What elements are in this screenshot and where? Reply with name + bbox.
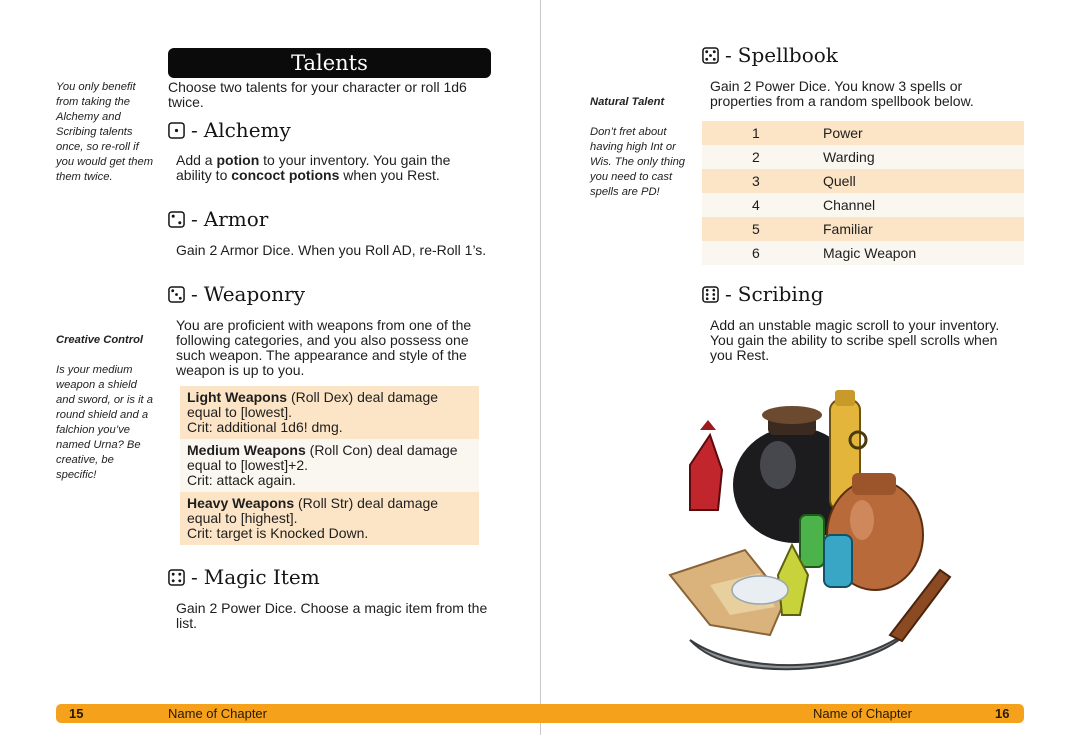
heading-dash: - xyxy=(725,282,732,306)
spellbook-name: Quell xyxy=(823,173,856,189)
sidebar-note-title: Creative Control xyxy=(56,334,144,346)
die-six-icon xyxy=(702,286,719,303)
spellbook-roll: 1 xyxy=(752,125,760,141)
page-gutter xyxy=(540,0,541,735)
sidebar-note-body: Don’t fret about having high Int or Wis. The only thing you need to cast spells are PD! xyxy=(590,126,686,198)
alchemy-text-part: when you Rest. xyxy=(339,167,440,183)
weaponry-title: Weaponry xyxy=(203,282,306,306)
spellbook-name: Magic Weapon xyxy=(823,245,917,261)
spellbook-table xyxy=(702,121,1024,265)
heading-dash: - xyxy=(191,282,198,306)
sidebar-note-body: Is your medium weapon a shield and sword, or is it a round shield and a falchion you’ve named Urna? Be creative, be specific! xyxy=(56,364,154,481)
weapon-row-heavy xyxy=(180,492,479,545)
spellbook-roll: 5 xyxy=(752,221,760,237)
spellbook-row xyxy=(702,217,1024,241)
armor-heading xyxy=(168,207,268,231)
sidebar-note-reroll: You only benefit from taking the Alchemy and Scribing talents once, so re-roll if you would get them them twice. xyxy=(56,81,154,183)
heading-dash: - xyxy=(191,565,198,589)
heading-dash: - xyxy=(191,118,198,142)
potions-illustration xyxy=(650,385,960,685)
weapon-desc: (Roll Con) deal damage equal to [lowest]+2. xyxy=(187,442,458,473)
alchemy-text-part: Add a xyxy=(176,152,217,168)
weapon-row-medium xyxy=(180,439,479,492)
alchemy-text xyxy=(176,153,486,183)
page-number-right: 16 xyxy=(995,706,1010,721)
alchemy-text-part: to your inventory. You gain the ability to xyxy=(176,152,451,183)
footer-right xyxy=(540,704,1024,723)
die-four-icon xyxy=(168,569,185,586)
scribing-title: Scribing xyxy=(737,282,824,306)
weapon-name: Heavy Weapons xyxy=(187,495,295,511)
armor-title: Armor xyxy=(203,207,269,231)
sidebar-note-natural-talent xyxy=(590,95,690,200)
spellbook-name: Familiar xyxy=(823,221,873,237)
talents-banner: Talents xyxy=(168,48,491,78)
spellbook-name: Power xyxy=(823,125,863,141)
weapon-table xyxy=(180,386,479,545)
page-number-left: 15 xyxy=(69,706,84,721)
chapter-name-right: Name of Chapter xyxy=(813,706,912,721)
weapon-row-light xyxy=(180,386,479,439)
heading-dash: - xyxy=(725,43,732,67)
weaponry-text: You are proficient with weapons from one of the following categories, and you also possess one such weapon. The appearance and style of the weapon is up to you. xyxy=(176,317,472,378)
die-five-icon xyxy=(702,47,719,64)
scribing-text: Add an unstable magic scroll to your inventory. You gain the ability to scribe spell scrolls when you Rest. xyxy=(710,317,1000,363)
spellbook-roll: 6 xyxy=(752,245,760,261)
spellbook-name: Warding xyxy=(823,149,875,165)
weapon-crit: Crit: attack again. xyxy=(187,472,296,488)
spellbook-row xyxy=(702,145,1024,169)
weapon-desc: (Roll Dex) deal damage equal to [lowest]. xyxy=(187,389,439,420)
die-one-icon xyxy=(168,122,185,139)
die-three-icon xyxy=(168,286,185,303)
weapon-name: Medium Weapons xyxy=(187,442,306,458)
magic-item-text: Gain 2 Power Dice. Choose a magic item from the list. xyxy=(176,600,488,631)
sidebar-note-title: Natural Talent xyxy=(590,96,665,108)
heading-dash: - xyxy=(191,207,198,231)
spellbook-name: Channel xyxy=(823,197,876,213)
footer-left xyxy=(56,704,540,723)
weaponry-heading xyxy=(168,282,305,306)
spellbook-row xyxy=(702,193,1024,217)
die-two-icon xyxy=(168,211,185,228)
spellbook-title: Spellbook xyxy=(737,43,838,67)
spellbook-row xyxy=(702,121,1024,145)
spellbook-roll: 3 xyxy=(752,173,760,189)
alchemy-title: Alchemy xyxy=(203,118,291,142)
weapon-crit: Crit: additional 1d6! dmg. xyxy=(187,419,343,435)
spellbook-roll: 4 xyxy=(752,197,760,213)
spellbook-text: Gain 2 Power Dice. You know 3 spells or properties from a random spellbook below. xyxy=(710,78,974,109)
alchemy-heading xyxy=(168,118,291,142)
spellbook-roll: 2 xyxy=(752,149,760,165)
spellbook-heading xyxy=(702,43,838,67)
alchemy-concoct-term: concoct potions xyxy=(231,167,340,183)
magic-item-heading xyxy=(168,565,320,589)
weapon-desc: (Roll Str) deal damage equal to [highest]. xyxy=(187,495,439,526)
magic-item-title: Magic Item xyxy=(203,565,320,589)
talents-intro: Choose two talents for your character or roll 1d6 twice. xyxy=(168,79,467,110)
weapon-crit: Crit: target is Knocked Down. xyxy=(187,525,369,541)
weapon-name: Light Weapons xyxy=(187,389,288,405)
alchemy-potion-term: potion xyxy=(216,152,260,168)
spellbook-row xyxy=(702,169,1024,193)
sidebar-note-creative-control xyxy=(56,333,156,483)
armor-text: Gain 2 Armor Dice. When you Roll AD, re-Roll 1’s. xyxy=(176,242,487,258)
spellbook-row xyxy=(702,241,1024,265)
scribing-heading xyxy=(702,282,824,306)
chapter-name-left: Name of Chapter xyxy=(168,706,267,721)
